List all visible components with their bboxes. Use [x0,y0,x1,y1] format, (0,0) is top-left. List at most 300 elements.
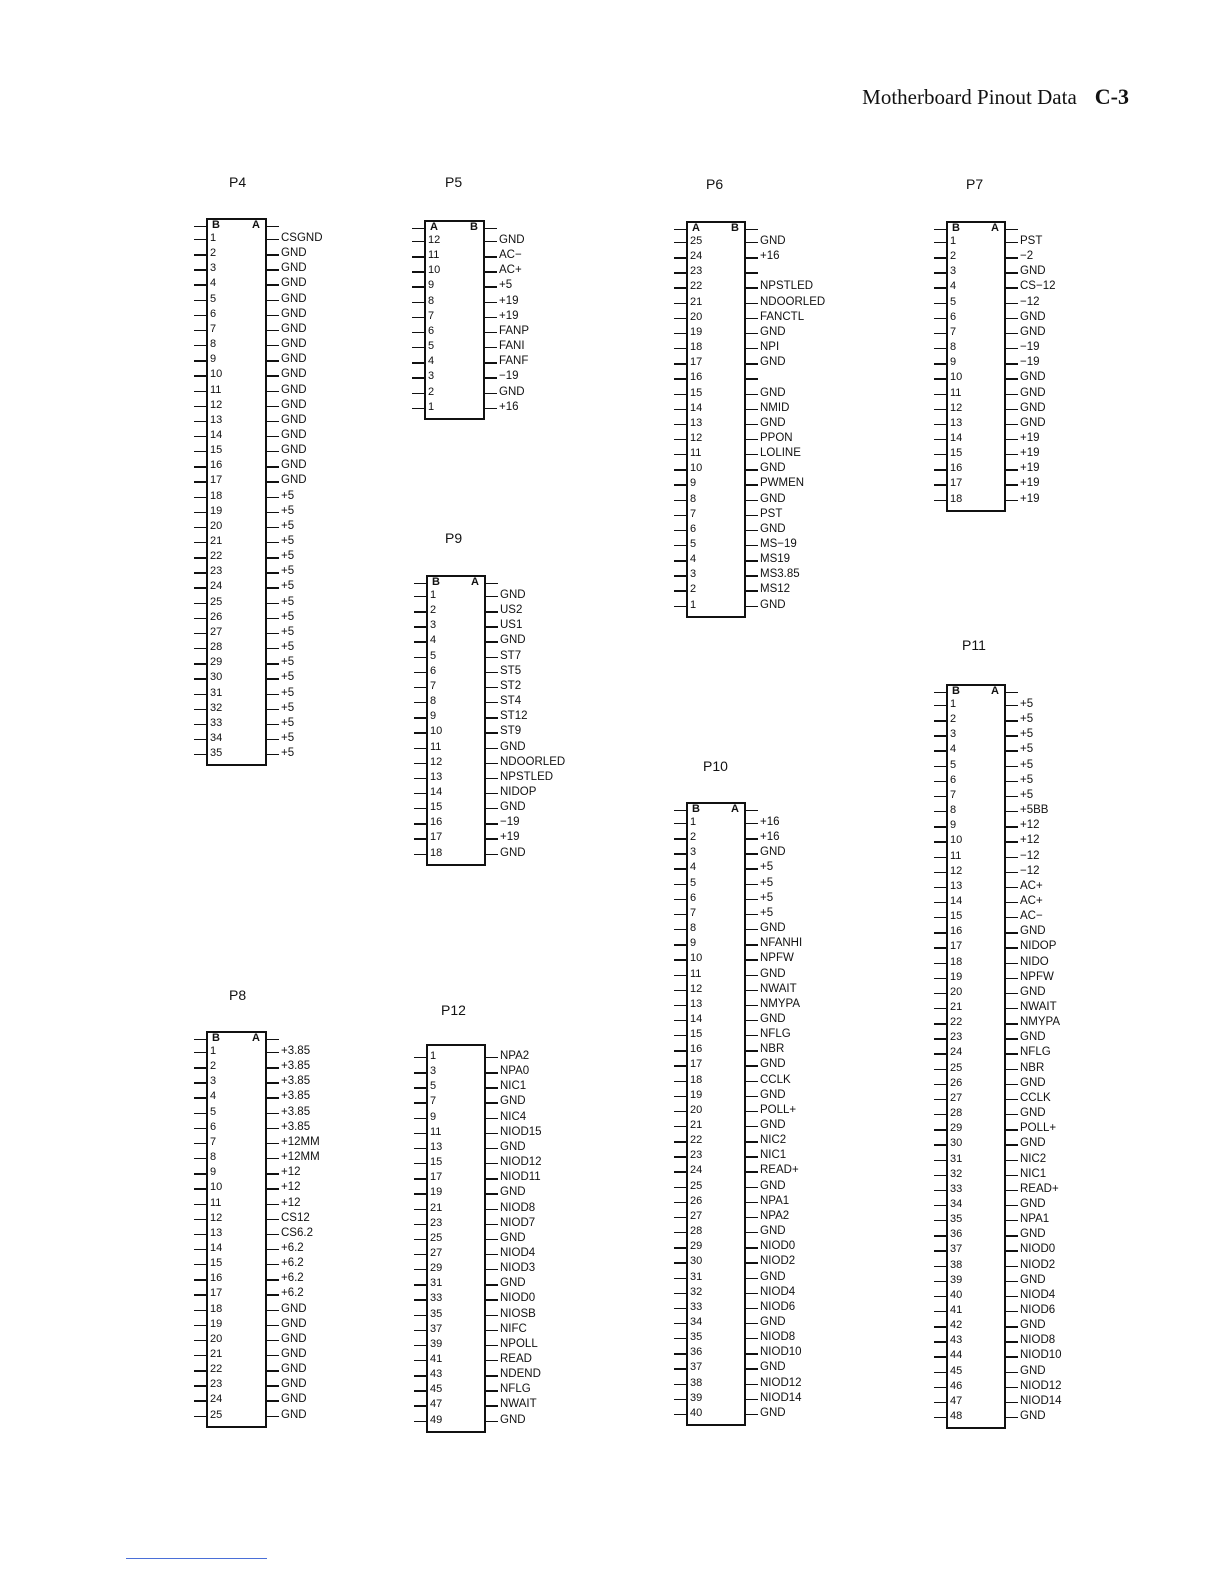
pin-lead-right [1006,1069,1018,1070]
pin-lead-right [746,1217,758,1218]
pin-number-left: 35 [950,1213,963,1226]
pin-signal-right: GND [760,416,786,429]
pin-signal-right: +12 [281,1181,301,1194]
pin-signal-right: +5 [281,595,295,608]
pin-signal-right: GND [760,386,786,399]
pin-number-left: 9 [690,937,697,950]
pin-number-left: 6 [430,664,437,677]
pin-lead-right [1006,1356,1018,1357]
pin-signal-right: +3.85 [281,1090,311,1103]
pin-number-left: 12 [428,234,441,246]
pin-number-left: 20 [690,1103,703,1116]
pin-lead-left [194,406,206,407]
pin-number-left: 17 [690,356,703,369]
pin-lead-right [486,778,498,779]
pin-lead-left [674,884,686,885]
pin-signal-right: −12 [1020,864,1040,877]
pin-lead-right [1006,811,1018,812]
pin-lead-left [194,678,206,679]
pin-lead-left [194,694,206,695]
header-lead-right [485,228,497,229]
pin-signal-right: GND [499,234,525,246]
pin-lead-right [486,1133,498,1134]
pin-lead-right [746,1232,758,1233]
pin-number-left: 18 [950,955,963,968]
pin-lead-left [674,1111,686,1112]
pin-lead-right [746,560,758,561]
pin-lead-right [746,1065,758,1066]
pin-number-left: 39 [430,1337,443,1350]
pin-lead-right [746,944,758,945]
pin-lead-left [194,1234,206,1235]
pin-lead-left [674,394,686,395]
pin-lead-left [194,466,206,467]
pin-lead-left [934,1266,946,1267]
pin-lead-right [267,269,279,270]
pin-signal-right: NIC1 [1020,1167,1047,1180]
header-lead-left [674,810,686,811]
pin-number-left: 16 [690,1043,703,1056]
pin-lead-left [414,1345,426,1346]
pin-number-left: 12 [690,431,703,444]
pin-signal-right: GND [760,492,786,505]
pin-lead-left [934,1205,946,1206]
pin-lead-right [1006,1281,1018,1282]
pin-lead-left [674,1384,686,1385]
pin-signal-right: NIOD7 [500,1216,536,1229]
pin-number-left: 9 [210,1166,217,1179]
pin-signal-right: +3.85 [281,1120,311,1133]
pin-signal-right: NDEND [500,1368,541,1381]
pin-signal-right: +5 [1020,728,1034,741]
pin-number-left: 13 [950,416,963,429]
pin-lead-right [1006,1417,1018,1418]
pin-signal-right: +5 [281,686,295,699]
pin-lead-right [485,271,497,272]
pin-number-left: 16 [690,371,703,384]
pin-signal-right: GND [500,1413,526,1426]
pin-lead-left [414,702,426,703]
column-header-right: B [731,222,739,234]
pin-signal-right: +5 [281,550,295,563]
pin-lead-right [1006,902,1018,903]
pin-lead-right [1006,1175,1018,1176]
pin-lead-left [194,421,206,422]
pin-signal-right: CS6.2 [281,1226,313,1239]
pin-lead-left [194,330,206,331]
pin-lead-right [746,1202,758,1203]
pin-lead-left [674,378,686,379]
pin-signal-right: +19 [1020,477,1040,490]
pin-number-left: 15 [690,386,703,399]
pin-signal-right: NIOD12 [500,1156,542,1169]
pin-signal-right: NIOD0 [500,1292,536,1305]
pin-number-left: 2 [950,250,957,263]
pin-lead-left [934,1326,946,1327]
pin-lead-right [486,1087,498,1088]
pin-lead-left [194,754,206,755]
pin-number-left: 9 [430,710,437,723]
pin-lead-left [674,333,686,334]
pin-lead-right [1006,303,1018,304]
pin-number-left: 8 [428,294,435,307]
pin-lead-right [1006,1311,1018,1312]
pin-number-left: 27 [950,1091,963,1104]
pin-lead-left [674,560,686,561]
pin-lead-right [486,838,498,839]
pin-lead-left [934,1023,946,1024]
pin-number-left: 12 [950,401,963,414]
pin-signal-right: GND [1020,325,1046,338]
pin-lead-right [267,254,279,255]
pin-lead-right [267,375,279,376]
pin-signal-right: +3.85 [281,1075,311,1088]
pin-lead-right [267,391,279,392]
pin-lead-right [1006,363,1018,364]
pin-lead-left [934,1311,946,1312]
pin-lead-right [1006,1402,1018,1403]
pin-number-left: 24 [210,1393,223,1406]
pin-signal-right: −12 [1020,295,1040,308]
pin-signal-right: ST9 [500,725,522,738]
pin-lead-left [934,272,946,273]
pin-number-left: 6 [428,324,435,337]
pin-lead-left [934,720,946,721]
pin-lead-left [934,857,946,858]
pin-lead-right [485,241,497,242]
pin-lead-right [267,1067,279,1068]
pin-lead-left [934,1281,946,1282]
pin-number-left: 47 [430,1398,443,1411]
column-header-left: B [952,685,960,697]
pin-lead-left [934,1114,946,1115]
pin-lead-left [194,512,206,513]
pin-lead-right [746,1187,758,1188]
column-header-left: A [692,222,700,234]
pin-number-left: 9 [210,353,217,366]
pin-lead-right [1006,378,1018,379]
pin-signal-right: GND [1020,1137,1046,1150]
pin-lead-right [486,717,498,718]
pin-lead-right [1006,1341,1018,1342]
pin-number-left: 11 [210,1196,222,1209]
pin-signal-right: NWAIT [500,1398,537,1411]
pin-lead-left [674,1065,686,1066]
pin-number-left: 22 [210,550,223,563]
pin-lead-right [746,1293,758,1294]
pin-lead-left [674,500,686,501]
pin-signal-right: +3.85 [281,1060,311,1073]
pin-lead-left [194,451,206,452]
pin-signal-right: +6.2 [281,1257,304,1270]
pin-signal-right: +19 [1020,462,1040,475]
pin-number-left: 14 [210,428,223,441]
pin-lead-right [1006,750,1018,751]
pin-number-left: 18 [950,492,963,505]
header-lead-left [194,1039,206,1040]
pin-lead-left [674,1035,686,1036]
pin-signal-right: +6.2 [281,1241,304,1254]
pin-lead-right [486,626,498,627]
pin-lead-left [194,648,206,649]
pin-lead-left [934,394,946,395]
pin-lead-left [414,1193,426,1194]
pin-signal-right: NFANHI [760,937,803,950]
pin-lead-left [194,345,206,346]
pin-signal-right: GND [500,1140,526,1153]
pin-lead-right [1006,394,1018,395]
pin-lead-right [267,1173,279,1174]
pin-lead-left [674,1308,686,1309]
pin-signal-right: GND [760,1012,786,1025]
pin-signal-right: NIDOP [500,785,537,798]
pin-signal-right: NIDOP [1020,940,1057,953]
pin-lead-left [194,739,206,740]
pin-signal-right: US1 [500,619,523,632]
pin-lead-right [1006,705,1018,706]
pin-signal-right: +5 [1020,773,1034,786]
pin-lead-right [267,663,279,664]
pin-lead-left [674,469,686,470]
pin-lead-right [486,687,498,688]
pin-lead-right [1006,1053,1018,1054]
connector-title: P11 [962,637,986,653]
pin-lead-left [934,1129,946,1130]
pin-number-left: 8 [210,1151,217,1164]
header-lead-left [934,692,946,693]
pin-lead-left [934,500,946,501]
pin-signal-right: MS−19 [760,538,797,550]
pin-number-left: 7 [950,325,957,338]
pin-signal-right: READ+ [1020,1182,1059,1195]
pin-lead-left [934,1053,946,1054]
pin-lead-left [674,959,686,960]
pin-number-left: 35 [690,1331,703,1344]
pin-signal-right: +5 [760,861,774,874]
pin-number-left: 7 [210,322,217,335]
pin-number-left: 2 [690,583,697,596]
header-lead-left [934,229,946,230]
pin-lead-right [1006,1023,1018,1024]
pin-lead-left [194,1173,206,1174]
pin-number-left: 12 [430,755,443,768]
pin-lead-right [746,1035,758,1036]
pin-lead-left [674,257,686,258]
pin-lead-left [934,333,946,334]
pin-lead-left [414,1118,426,1119]
pin-number-left: 47 [950,1394,963,1407]
pin-number-left: 20 [690,310,703,323]
header-lead-left [194,226,206,227]
pin-signal-right: NPA0 [500,1065,530,1078]
pin-number-left: 8 [690,922,697,935]
pin-signal-right: +19 [500,831,520,844]
pin-lead-left [194,391,206,392]
pin-signal-right: NIOD2 [760,1255,796,1268]
pin-number-left: 11 [428,249,440,262]
pin-number-left: 12 [210,398,223,411]
pin-signal-right: NFLG [1020,1046,1051,1059]
pin-lead-right [746,1171,758,1172]
pin-lead-right [486,1390,498,1391]
pin-number-left: 4 [950,743,957,756]
pin-signal-right: GND [760,356,786,369]
pin-lead-left [674,914,686,915]
pin-lead-left [194,497,206,498]
pin-lead-right [486,1315,498,1316]
pin-signal-right: NIFC [500,1322,527,1335]
pin-lead-left [414,1315,426,1316]
pin-signal-right: +16 [760,831,780,844]
pin-number-left: 1 [690,598,697,611]
pin-lead-left [934,947,946,948]
pin-lead-right [746,899,758,900]
pin-lead-right [1006,439,1018,440]
pin-number-left: 4 [210,277,217,290]
pin-number-left: 16 [950,462,963,475]
pin-signal-right: GND [281,1302,307,1315]
pin-lead-right [746,1308,758,1309]
pin-signal-right: −2 [1020,250,1034,263]
pin-signal-right: GND [760,1361,786,1374]
pin-lead-right [267,451,279,452]
pin-signal-right: NDOORLED [500,755,566,768]
pin-lead-left [934,242,946,243]
pin-number-left: 4 [950,280,957,293]
pin-signal-right: GND [281,292,307,305]
column-header-left: B [212,1032,220,1044]
pin-signal-right: +5 [1020,713,1034,726]
pin-lead-left [934,705,946,706]
pin-lead-left [674,1368,686,1369]
pin-lead-left [194,1067,206,1068]
header-lead-right [267,1039,279,1040]
pin-lead-right [746,439,758,440]
pin-lead-right [267,1158,279,1159]
pin-lead-left [414,823,426,824]
pin-number-left: 10 [210,368,223,381]
pin-signal-right: +19 [1020,447,1040,460]
pin-lead-right [746,272,758,273]
pin-number-left: 29 [430,1262,443,1275]
pin-lead-right [746,1005,758,1006]
pin-lead-left [194,603,206,604]
pin-signal-right: +5 [281,504,295,517]
pin-lead-left [194,1310,206,1311]
pin-lead-left [194,663,206,664]
pin-number-left: 19 [950,970,963,983]
column-header-right: A [471,576,479,588]
pin-signal-right: ST5 [500,664,522,677]
pin-lead-right [485,256,497,257]
pin-lead-left [674,424,686,425]
pin-number-left: 17 [950,477,963,490]
pin-lead-right [746,1020,758,1021]
pin-lead-left [674,439,686,440]
pin-lead-right [746,515,758,516]
pin-lead-right [267,572,279,573]
pin-number-left: 41 [950,1304,963,1316]
pin-signal-right: +3.85 [281,1045,311,1057]
pin-lead-left [934,1402,946,1403]
pin-lead-right [486,1269,498,1270]
pin-lead-right [746,1156,758,1157]
pin-number-left: 9 [428,279,435,292]
pin-signal-right: NFLG [500,1383,531,1396]
pin-number-left: 12 [210,1211,223,1224]
pin-lead-left [934,1220,946,1221]
header-lead-left [414,583,426,584]
pin-lead-left [194,1113,206,1114]
pin-signal-right: AC+ [499,264,522,277]
pin-lead-left [674,287,686,288]
pin-signal-right: +5 [281,625,295,638]
pin-number-left: 26 [210,610,223,623]
pin-signal-right: NIOD6 [1020,1304,1056,1316]
pin-signal-right: +12MM [281,1135,320,1148]
pin-number-left: 5 [950,758,957,771]
pin-lead-left [674,929,686,930]
pin-signal-right: POLL+ [1020,1122,1057,1135]
pin-lead-right [486,1193,498,1194]
pin-number-left: 18 [690,1073,703,1086]
pin-lead-left [934,978,946,979]
pin-lead-left [414,1239,426,1240]
pin-lead-right [1006,257,1018,258]
pin-number-left: 3 [210,1075,217,1088]
pin-signal-right: GND [1020,416,1046,429]
pin-lead-right [267,709,279,710]
pin-lead-left [934,409,946,410]
pin-number-left: 22 [210,1363,223,1376]
pin-number-left: 3 [430,1065,437,1078]
pin-number-left: 5 [950,295,957,308]
pin-number-left: 28 [950,1107,963,1120]
pin-signal-right: GND [1020,386,1046,399]
pin-lead-right [267,618,279,619]
pin-lead-left [194,1340,206,1341]
pin-lead-right [746,823,758,824]
pin-lead-left [934,1038,946,1039]
pin-lead-left [414,596,426,597]
pin-lead-right [486,672,498,673]
pin-signal-right: −19 [1020,341,1040,354]
pin-lead-right [746,1278,758,1279]
pin-number-left: 6 [210,1120,217,1133]
pin-number-left: 1 [430,1050,437,1062]
pin-number-left: 11 [690,967,702,980]
pin-lead-right [1006,1160,1018,1161]
column-header-right: B [470,221,478,233]
pin-number-left: 19 [430,1186,443,1199]
pin-signal-right: GND [1020,1228,1046,1241]
pin-number-left: 24 [210,580,223,593]
pin-lead-left [412,393,424,394]
pin-lead-left [934,454,946,455]
pin-number-left: 23 [690,1149,703,1162]
pin-signal-right: +5 [281,641,295,654]
pin-lead-left [934,796,946,797]
pin-lead-left [194,254,206,255]
pin-number-left: 24 [690,250,703,263]
pin-signal-right: CCLK [1020,1091,1051,1104]
pin-signal-right: +12 [281,1196,301,1209]
header-lead-right [746,810,758,811]
pin-lead-right [267,512,279,513]
pin-number-left: 13 [430,770,443,783]
pin-signal-right: GND [1020,1076,1046,1089]
pin-number-left: 14 [950,431,963,444]
